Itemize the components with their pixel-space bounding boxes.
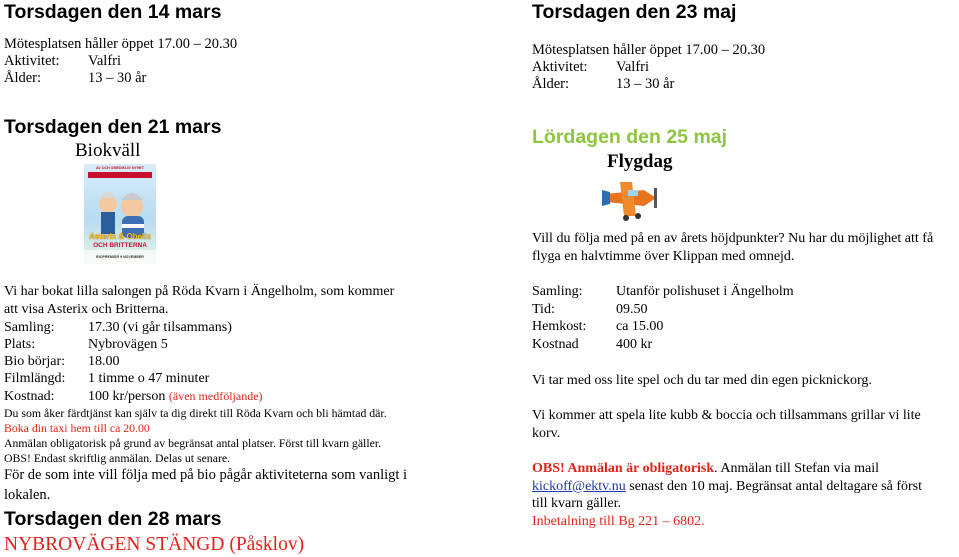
- written-signup-note: OBS! Endast skriftlig anmälan. Delas ut senare.: [4, 451, 231, 465]
- event-heading-14-mars: Torsdagen den 14 mars: [4, 1, 222, 23]
- event-subheading-biokvall: Biokväll: [75, 140, 141, 161]
- flyg-detail-hemkost: Hemkost: ca 15.00: [532, 319, 664, 334]
- activity-row: Aktivitet: Valfri: [532, 59, 650, 75]
- flyg-detail-tid: Tid: 09.50: [532, 302, 648, 317]
- opening-hours-row: Mötesplatsen håller öppet 17.00 – 20.30: [532, 42, 766, 58]
- bio-detail-bio-borjar: Bio börjar: 18.00: [4, 354, 120, 369]
- taxi-note: Boka din taxi hem till ca 20.00: [4, 421, 150, 435]
- signup-note: Anmälan obligatorisk på grund av begränsat antal platser. Först till kvarn gäller.: [4, 436, 382, 450]
- activity-row: Aktivitet: Valfri: [4, 53, 122, 69]
- event-heading-25-maj: Lördagen den 25 maj: [532, 126, 728, 148]
- poster-top-text: AV OCH OMEDIELIG NYHET: [95, 166, 145, 170]
- event-heading-23-maj: Torsdagen den 23 maj: [532, 1, 737, 23]
- alternative-activity-text: För de som inte vill följa med på bio pågår aktiviteterna som vanligt i lokalen.: [4, 467, 408, 503]
- poster-subtitle: OCH BRITTERNA: [93, 242, 147, 249]
- event-subheading-flygdag: Flygdag: [607, 151, 673, 172]
- airplane-icon: [598, 176, 664, 222]
- email-link[interactable]: kickoff@ektv.nu: [532, 478, 626, 494]
- movie-poster-image: [84, 164, 156, 264]
- closed-notice: NYBROVÄGEN STÄNGD (Påsklov): [4, 534, 305, 555]
- event-heading-28-mars: Torsdagen den 28 mars: [4, 508, 222, 530]
- flyg-detail-samling: Samling: Utanför polishuset i Ängelholm: [532, 284, 794, 299]
- bio-intro-text: Vi har bokat lilla salongen på Röda Kvarn i Ängelholm, som kommer att visa Asterix och Britterna.: [4, 284, 395, 317]
- picnic-text: Vi tar med oss lite spel och du tar med din egen picknickorg.: [532, 373, 872, 388]
- event-heading-21-mars: Torsdagen den 21 mars: [4, 116, 222, 138]
- games-text: Vi kommer att spela lite kubb & boccia och tillsammans grillar vi lite korv.: [532, 408, 921, 441]
- kostnad-note: (även medföljande): [168, 389, 263, 403]
- bio-detail-kostnad: Kostnad: 100 kr/person (även medföljande): [4, 389, 263, 404]
- obs-bold: OBS! Anmälan är obligatorisk: [532, 461, 715, 476]
- opening-hours-row: Mötesplatsen håller öppet 17.00 – 20.30: [4, 36, 238, 52]
- bio-detail-filmlangd: Filmlängd: 1 timme o 47 minuter: [4, 371, 210, 386]
- flyg-detail-kostnad: Kostnad 400 kr: [532, 337, 653, 352]
- flygdag-intro-text: Vill du följa med på en av årets höjdpunkter? Nu har du möjlighet att få flyga en halvtimme över Klippan med omnejd.: [532, 231, 934, 264]
- age-row: Ålder: 13 – 30 år: [532, 76, 675, 92]
- poster-premiere: BIOPREMIÄR 9 NOVEMBER: [96, 255, 144, 259]
- bio-detail-samling: Samling: 17.30 (vi går tilsammans): [4, 320, 232, 335]
- signup-obs-text: OBS! Anmälan är obligatorisk. Anmälan till Stefan via mail kickoff@ektv.nu senast den 10 maj. Begränsat antal deltagare så först till kvarn gäller.: [532, 461, 922, 511]
- age-row: Ålder: 13 – 30 år: [4, 70, 147, 86]
- payment-info: Inbetalning till Bg 221 – 6802.: [532, 514, 705, 529]
- bio-detail-plats: Plats: Nybrovägen 5: [4, 337, 168, 352]
- movie-poster: [84, 164, 156, 264]
- poster-title: Asterix & Obelix: [89, 232, 151, 241]
- transport-note: Du som åker färdtjänst kan själv ta dig direkt till Röda Kvarn och bli hämtad där.: [4, 406, 387, 420]
